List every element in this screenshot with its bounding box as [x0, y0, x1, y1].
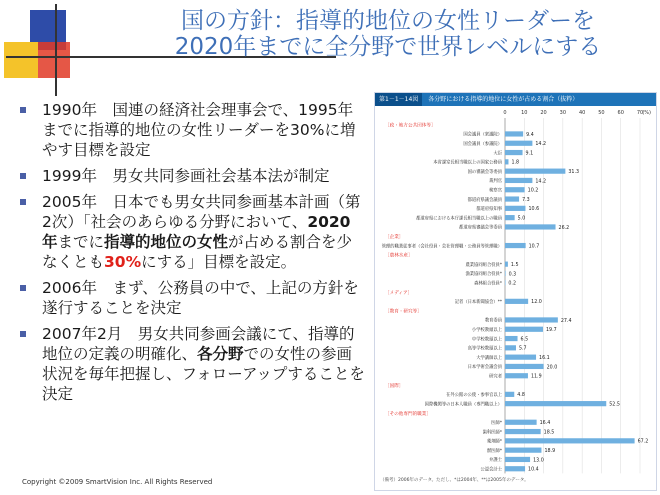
x-tick-label: 50 — [598, 110, 605, 116]
bar — [505, 457, 530, 462]
bar-value-label: 1.8 — [511, 160, 520, 166]
category-label: 都道府県議会議員 — [467, 197, 502, 203]
bar — [505, 141, 532, 146]
bar-value-label: 18.9 — [544, 448, 556, 454]
bar-value-label: 13.0 — [533, 458, 544, 464]
category-label: 国際機関等の日本人職員（専門職以上） — [424, 402, 502, 408]
bar-value-label: 6.5 — [520, 337, 529, 343]
bar — [505, 280, 506, 285]
x-tick-label: 60 — [617, 110, 624, 116]
bar — [505, 373, 528, 378]
category-label: 漁業協同組合役員* — [465, 272, 502, 278]
bar-value-label: 9.1 — [525, 151, 534, 157]
bullet-text-segment: 各分野 — [197, 345, 244, 363]
bar — [505, 178, 532, 183]
bar-value-label: 5.0 — [517, 216, 526, 222]
bar — [505, 196, 519, 201]
category-label: 歯科医師* — [482, 430, 502, 436]
slide-title-line2: 2020年までに全分野で世界レベルにする — [174, 34, 602, 60]
section-label: ［メディア］ — [385, 290, 413, 296]
bar-value-label: 4.8 — [517, 393, 525, 399]
bar-value-label: 0.3 — [508, 272, 517, 278]
bullet-text-segment: 1999年 男女共同参画社会基本法が制定 — [42, 167, 330, 185]
bar — [505, 215, 515, 220]
bullet-square-icon — [20, 107, 26, 113]
bullet-text-segment: 30% — [104, 253, 142, 271]
category-label: 大臣 — [493, 151, 502, 157]
category-label: 検察官 — [489, 188, 502, 194]
bar — [505, 448, 541, 453]
x-tick-label: 70 — [636, 110, 644, 116]
bullet-item — [20, 278, 365, 318]
bullet-text-segment: 2006年 まず、公務員の中で、上記の方針を遂行することを決定 — [42, 279, 359, 317]
bar-value-label: 52.5 — [609, 402, 620, 408]
bullet-square-icon — [20, 331, 26, 337]
bar-value-label: 10.7 — [528, 244, 540, 250]
bullet-text-segment: 1990年 国連の経済社会理事会で、1995年までに指導的地位の女性リーダーを30%に増やす目標を設定 — [42, 101, 356, 159]
bar-value-label: 19.7 — [545, 328, 557, 334]
bullet-text-segment: 2005年 日本でも男女共同参画基本計画（第2次）「社会のあらゆる分野において、 — [42, 193, 361, 231]
bar-value-label: 18.5 — [543, 430, 555, 436]
bar-value-label: 9.4 — [526, 132, 534, 138]
bar-value-label: 7.3 — [522, 197, 530, 203]
bar-value-label: 10.4 — [528, 467, 539, 473]
bar — [505, 401, 606, 406]
category-label: 都道府県審議会等委員 — [459, 225, 502, 231]
decor-yellow-square — [4, 42, 38, 78]
bar — [505, 224, 556, 229]
slide-title — [118, 8, 658, 60]
copyright-text: Copyright ©2009 SmartVision Inc. All Rights Reserved — [22, 478, 213, 486]
bar-value-label: 1.5 — [510, 262, 519, 268]
category-label: 中学校教頭以上 — [471, 337, 502, 343]
section-label: ［国際］ — [385, 383, 404, 389]
decor-red-square — [38, 42, 70, 78]
bar — [505, 392, 514, 397]
bullet-text-segment: にする」目標を設定。 — [141, 253, 297, 271]
bar-value-label: 0.2 — [508, 281, 517, 287]
category-label: 小学校教頭以上 — [471, 327, 502, 333]
bar-value-label: 14.2 — [535, 179, 547, 185]
bar-value-label: 16.4 — [539, 421, 551, 427]
x-tick-label: 10 — [521, 110, 528, 116]
bullet-square-icon — [20, 173, 26, 179]
decor-vertical-line — [55, 4, 57, 96]
bullet-item — [20, 166, 365, 186]
bar-value-label: 20.0 — [546, 365, 558, 371]
category-label: 薬剤師* — [486, 439, 502, 445]
category-label: 弁護士 — [489, 458, 502, 464]
bar-value-label: 31.3 — [568, 169, 580, 175]
category-label: 研究者 — [489, 374, 502, 380]
bar-chart — [375, 106, 656, 476]
bullet-item — [20, 324, 365, 404]
bar — [505, 317, 558, 322]
section-label: ［その他専門的職業］ — [385, 411, 431, 417]
bar — [505, 429, 541, 434]
section-label: ［教育・研究等］ — [385, 309, 422, 315]
x-tick-label: 40 — [578, 110, 586, 116]
bar — [505, 327, 543, 332]
bar-value-label: 12.0 — [531, 300, 542, 306]
bar — [505, 299, 528, 304]
section-label: ［政・地方公共団体等］ — [385, 123, 436, 129]
figure-id: 第1－1－14図 — [375, 93, 422, 106]
slide-title-line1: 国の方針：指導的地位の女性リーダーを — [181, 8, 595, 34]
bullet-list — [20, 100, 365, 410]
bar-value-label: 11.9 — [530, 374, 542, 380]
x-tick-label: 30 — [559, 110, 567, 116]
bullet-square-icon — [20, 285, 26, 291]
x-tick-label: 0 — [503, 110, 507, 116]
bar — [505, 364, 544, 369]
bar — [505, 271, 506, 276]
bar-value-label: 10.2 — [527, 188, 539, 194]
category-label: 森林組合役員* — [474, 281, 502, 287]
category-label: 国の審議会等委員 — [467, 169, 502, 175]
category-label: 農業協同組合役員* — [465, 262, 502, 268]
bullet-text-segment: までに — [57, 233, 105, 251]
category-label: 都道府県における本庁課長相当職以上の職員 — [416, 216, 502, 222]
bar-value-label: 67.2 — [637, 439, 649, 445]
bar — [505, 420, 537, 425]
category-label: 教育委員 — [484, 318, 502, 324]
bullet-square-icon — [20, 199, 26, 205]
section-label: ［農林水産］ — [385, 253, 413, 259]
bullet-text-segment: 2020年 — [42, 213, 351, 251]
bar — [505, 243, 526, 248]
bullet-item — [20, 192, 365, 272]
category-label: 大学講師以上 — [476, 355, 502, 361]
bullet-item — [20, 100, 365, 160]
category-label: 医師* — [491, 420, 502, 426]
category-label: 国会議員（衆議院） — [463, 132, 502, 138]
bullet-text-segment: が占める割合を少なくとも — [42, 233, 353, 271]
category-label: 都道府県知事 — [476, 207, 502, 213]
bar — [505, 169, 565, 174]
chart-figure — [374, 92, 657, 491]
bar — [505, 187, 525, 192]
category-label: 高等学校教頭以上 — [467, 346, 502, 352]
bar — [505, 206, 525, 211]
category-label: 公認会計士 — [480, 467, 502, 473]
bar — [505, 438, 635, 443]
bar — [505, 262, 508, 267]
bar-value-label: 10.6 — [528, 207, 540, 213]
category-label: 記者（日本新聞協会）** — [454, 300, 502, 306]
bullet-text-segment: での女性の参画状況を毎年把握し、フォローアップすることを決定 — [42, 345, 365, 403]
category-label: 本省課室長相当職以上の国家公務員 — [433, 160, 502, 166]
bar — [505, 336, 518, 341]
figure-header — [375, 93, 656, 106]
category-label: 国会議員（参議院） — [463, 141, 502, 147]
bar-value-label: 16.1 — [539, 355, 550, 361]
bar — [505, 131, 523, 136]
bar — [505, 355, 536, 360]
bar — [505, 345, 516, 350]
figure-title: 各分野における指導的地位に女性が占める割合（抜粋） — [428, 96, 579, 103]
x-axis-unit: (%) — [642, 110, 651, 116]
category-label: 在外公館の公使・参事官以上 — [446, 393, 502, 399]
figure-note: （備考）2006年のデータ。ただし、*は2004年、**は2005年のデータ。 — [380, 478, 529, 483]
bar — [505, 150, 523, 155]
bullet-text-segment: 指導的地位の女性 — [104, 233, 229, 251]
category-label: 管理的職業従事者（会社役員・会社管理職・公務員等管理職） — [381, 244, 502, 250]
bar-value-label: 27.4 — [560, 318, 572, 324]
category-label: 日本学術会議会員 — [467, 365, 502, 371]
bar-value-label: 26.2 — [558, 225, 570, 231]
category-label: 獣医師* — [486, 448, 502, 454]
x-tick-label: 20 — [540, 110, 547, 116]
bar — [505, 159, 508, 164]
section-label: ［企業］ — [385, 235, 404, 241]
bullet-text-segment: 2007年2月 男女共同参画会議にて、指導的地位の定義の明確化、 — [42, 325, 355, 363]
bar-value-label: 14.2 — [535, 142, 547, 148]
category-label: 裁判官 — [489, 179, 502, 185]
bar — [505, 466, 525, 471]
bar-value-label: 5.7 — [518, 346, 527, 352]
